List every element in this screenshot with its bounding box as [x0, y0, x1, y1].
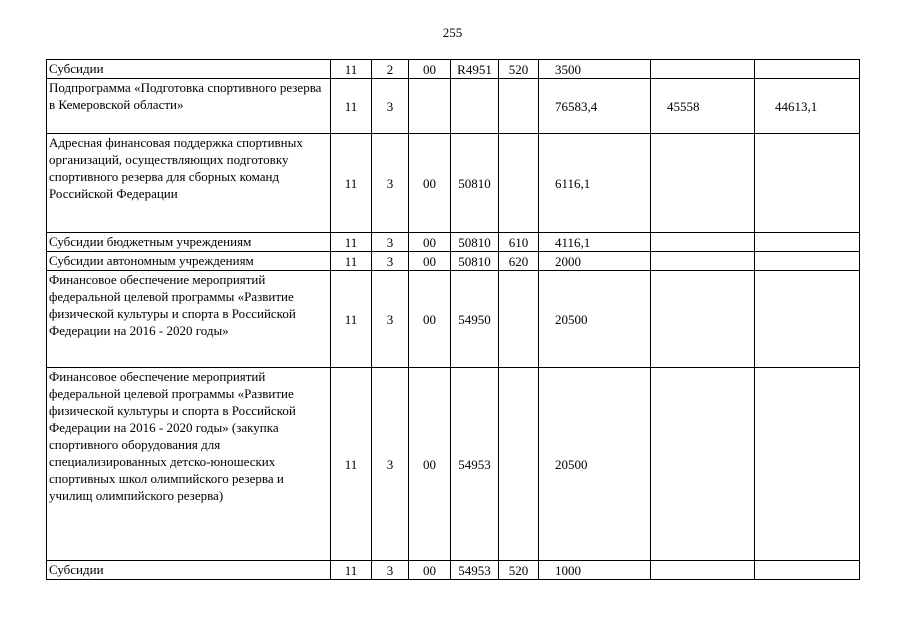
amount-year-1: 6116,1: [539, 134, 651, 233]
program-code: 00: [409, 60, 451, 79]
expense-type-code: 520: [499, 60, 539, 79]
row-name: Адресная финансовая поддержка спортивных организаций, осуществляющих подготовку спортивного резерва для сборных команд Российской Федерации: [47, 134, 331, 233]
program-code: 00: [409, 252, 451, 271]
direction-code: [451, 79, 499, 134]
amount-year-1: 4116,1: [539, 233, 651, 252]
subsection-code: 2: [372, 60, 409, 79]
amount-year-3: [755, 60, 860, 79]
direction-code: 54953: [451, 561, 499, 580]
subsection-code: 3: [372, 134, 409, 233]
section-code: 11: [331, 561, 372, 580]
amount-year-1: 1000: [539, 561, 651, 580]
expense-type-code: [499, 368, 539, 561]
direction-code: 54950: [451, 271, 499, 368]
program-code: 00: [409, 368, 451, 561]
row-name: Финансовое обеспечение мероприятий федеральной целевой программы «Развитие физической культуры и спорта в Российской Федерации на 2016 - 2020 годы» (закупка спортивного оборудования для специализированных детско-юношеских спортивных школ олимпийского резерва и училищ олимпийского резерва): [47, 368, 331, 561]
expense-type-code: [499, 134, 539, 233]
section-code: 11: [331, 252, 372, 271]
page-number: 255: [442, 25, 463, 40]
table-row: [47, 60, 860, 79]
row-name: Подпрограмма «Подготовка спортивного резерва в Кемеровской области»: [47, 79, 331, 134]
table-row: [47, 368, 860, 561]
section-code: 11: [331, 60, 372, 79]
amount-year-3: [755, 368, 860, 561]
subsection-code: 3: [372, 271, 409, 368]
table-row: [47, 79, 860, 134]
expense-type-code: [499, 271, 539, 368]
row-name: Субсидии автономным учреждениям: [47, 252, 331, 271]
amount-year-1: 2000: [539, 252, 651, 271]
program-code: [409, 79, 451, 134]
section-code: 11: [331, 233, 372, 252]
subsection-code: 3: [372, 252, 409, 271]
subsection-code: 3: [372, 233, 409, 252]
direction-code: 50810: [451, 233, 499, 252]
amount-year-3: [755, 561, 860, 580]
table-row: [47, 271, 860, 368]
amount-year-3: [755, 252, 860, 271]
table-row: [47, 252, 860, 271]
expense-type-code: 620: [499, 252, 539, 271]
amount-year-2: 45558: [651, 79, 755, 134]
subsection-code: 3: [372, 79, 409, 134]
expense-type-code: 610: [499, 233, 539, 252]
direction-code: 54953: [451, 368, 499, 561]
amount-year-2: [651, 252, 755, 271]
section-code: 11: [331, 271, 372, 368]
table-row: [47, 233, 860, 252]
subsection-code: 3: [372, 368, 409, 561]
row-name: Финансовое обеспечение мероприятий федеральной целевой программы «Развитие физической культуры и спорта в Российской Федерации на 2016 - 2020 годы»: [47, 271, 331, 368]
row-name: Субсидии: [47, 60, 331, 79]
amount-year-3: 44613,1: [755, 79, 860, 134]
amount-year-2: [651, 271, 755, 368]
expense-type-code: [499, 79, 539, 134]
direction-code: R4951: [451, 60, 499, 79]
amount-year-1: 76583,4: [539, 79, 651, 134]
amount-year-2: [651, 60, 755, 79]
program-code: 00: [409, 134, 451, 233]
subsection-code: 3: [372, 561, 409, 580]
program-code: 00: [409, 561, 451, 580]
program-code: 00: [409, 233, 451, 252]
amount-year-1: 20500: [539, 271, 651, 368]
section-code: 11: [331, 368, 372, 561]
amount-year-3: [755, 271, 860, 368]
row-name: Субсидии бюджетным учреждениям: [47, 233, 331, 252]
amount-year-2: [651, 368, 755, 561]
table-row: [47, 561, 860, 580]
expense-type-code: 520: [499, 561, 539, 580]
amount-year-2: [651, 134, 755, 233]
direction-code: 50810: [451, 252, 499, 271]
budget-table: [46, 59, 860, 580]
amount-year-3: [755, 134, 860, 233]
amount-year-2: [651, 561, 755, 580]
row-name: Субсидии: [47, 561, 331, 580]
amount-year-3: [755, 233, 860, 252]
amount-year-1: 3500: [539, 60, 651, 79]
amount-year-2: [651, 233, 755, 252]
table-row: [47, 134, 860, 233]
amount-year-1: 20500: [539, 368, 651, 561]
section-code: 11: [331, 134, 372, 233]
section-code: 11: [331, 79, 372, 134]
direction-code: 50810: [451, 134, 499, 233]
program-code: 00: [409, 271, 451, 368]
